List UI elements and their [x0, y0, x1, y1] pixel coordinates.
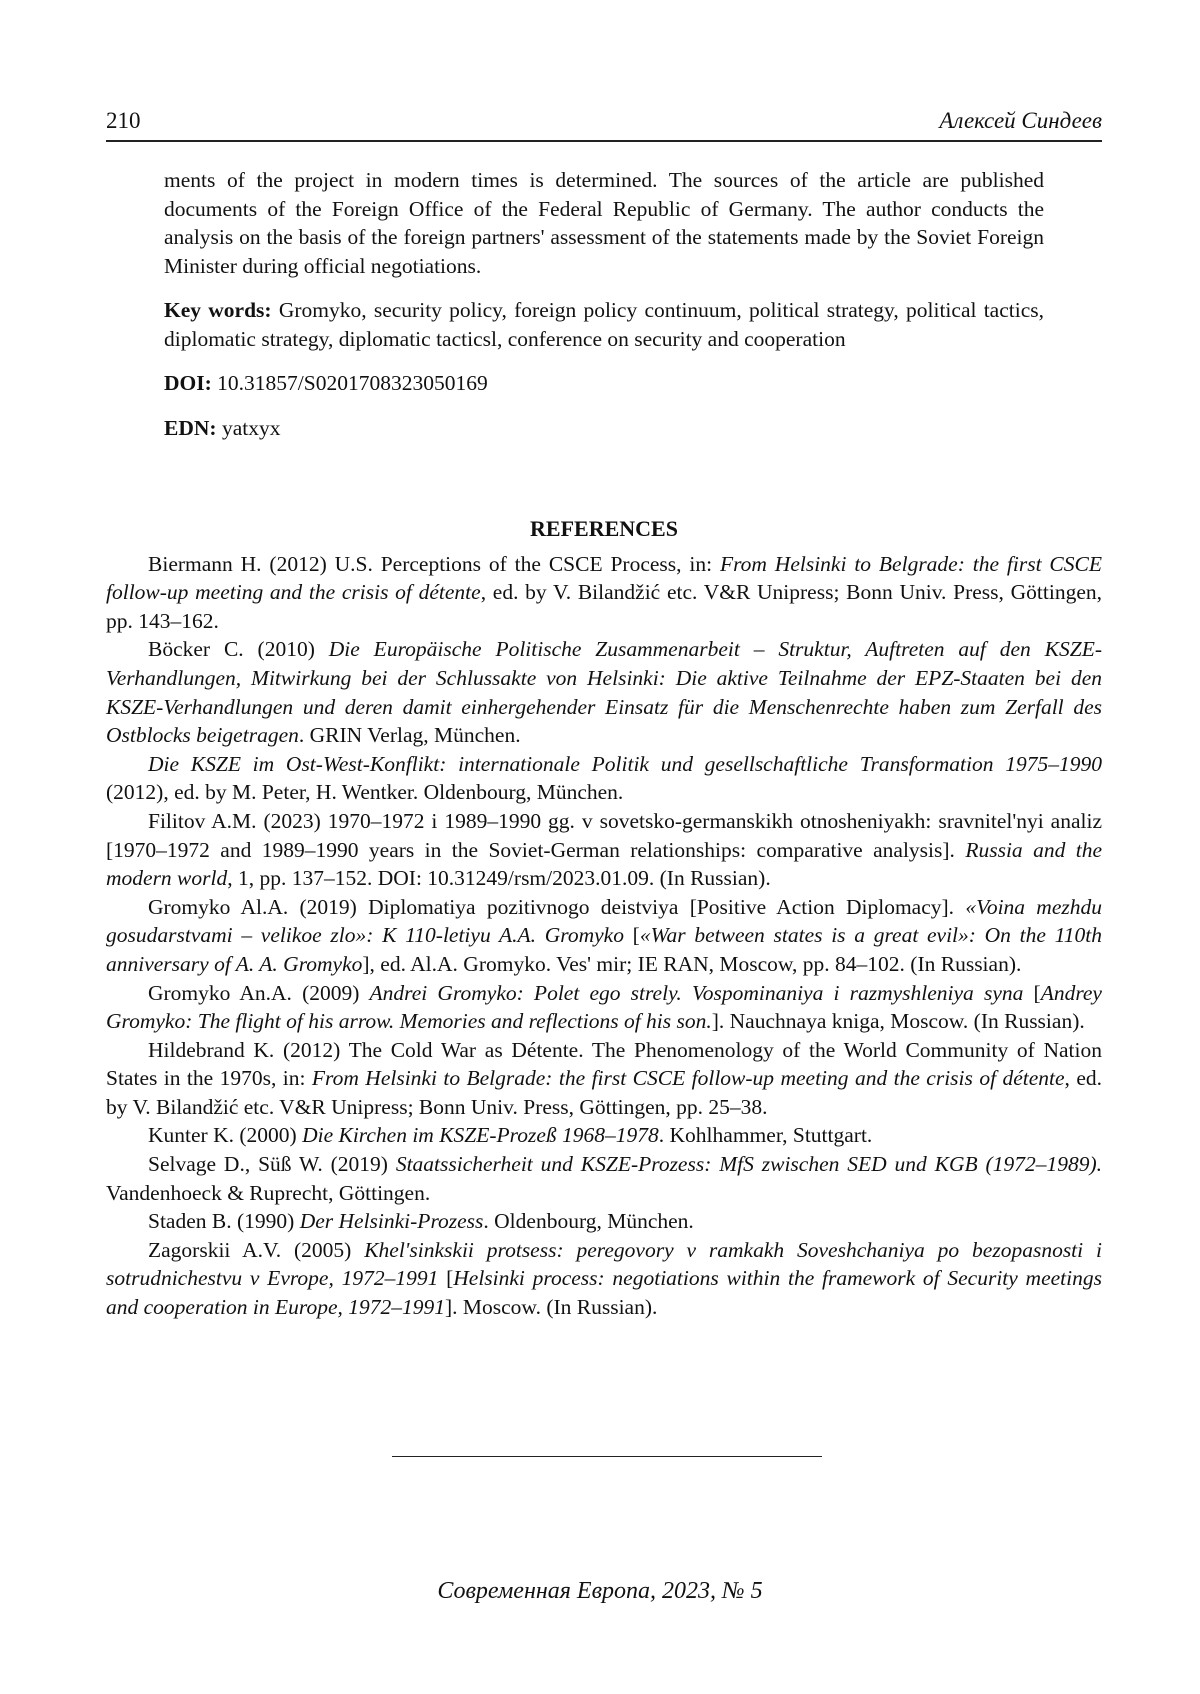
- running-header: [106, 104, 1102, 142]
- reference-item: Die KSZE im Ost-West-Konflikt: internationale Politik und gesellschaftliche Transformation 1975–1990 (2012), ed. by M. Peter, H. Wentker. Oldenbourg, München.: [106, 751, 1102, 805]
- reference-item: Selvage D., Süß W. (2019) Staatssicherheit und KSZE-Prozess: MfS zwischen SED und KGB (1972–1989). Vandenhoeck & Ruprecht, Göttingen.: [106, 1152, 1102, 1205]
- reference-item: Böcker C. (2010) Die Europäische Politische Zusammenarbeit – Struktur, Auftreten auf den KSZE-Verhandlungen, Mitwirkung bei der Schlussakte von Helsinki: Die aktive Teilnahme der EPZ-Staaten bei den KSZE-Verhandlungen und deren damit einhergehender Einsatz für die Menschenrechte haben zum Zerfall des Ostblocks beigetragen. GRIN Verlag, München.: [106, 637, 1102, 748]
- running-author: Алексей Синдеев: [939, 108, 1102, 133]
- separator-line: [392, 1456, 822, 1457]
- references-section: [106, 515, 1102, 1322]
- doi-value: 10.31857/S0201708323050169: [217, 371, 488, 395]
- page-number: 210: [106, 108, 141, 133]
- references-heading: REFERENCES: [530, 516, 678, 541]
- doi-label: DOI:: [164, 371, 212, 395]
- journal-footer: Современная Европа, 2023, № 5: [437, 1578, 763, 1604]
- doi: [164, 369, 1044, 398]
- edn-value: yatxyx: [221, 415, 281, 440]
- keywords-label: Key words:: [164, 298, 272, 322]
- reference-item: Filitov A.M. (2023) 1970–1972 i 1989–1990 gg. v sovetsko-germanskikh otnosheniyakh: sravnitel'nyi analiz [1970–1972 and 1989–1990 years in the Soviet-German relationships: comparative analysis]. Russia and the modern world, 1, pp. 137–152. DOI: 10.31249/rsm/2023.01.09. (In Russian).: [106, 808, 1102, 891]
- edn-label: EDN:: [164, 415, 217, 440]
- keywords-value: Gromyko, security policy, foreign policy continuum, political strategy, political tactics, diplomatic strategy, diplomatic tacticsl, conference on security and cooperation: [164, 298, 1044, 351]
- keywords: [164, 296, 1044, 353]
- edn: [164, 414, 1044, 443]
- reference-item: Staden B. (1990) Der Helsinki-Prozess. Oldenbourg, München.: [148, 1209, 694, 1234]
- abstract-text: ments of the project in modern times is determined. The sources of the article are published documents of the Foreign Office of the Federal Republic of Germany. The author conducts the analysis on the basis of the foreign partners' assessment of the statements made by the Soviet Foreign Minister during official negotiations.: [164, 168, 1044, 278]
- abstract-block: [164, 166, 1044, 458]
- reference-item: Gromyko Al.A. (2019) Diplomatiya pozitivnogo deistviya [Positive Action Diplomacy]. «Voina mezhdu gosudarstvami – velikoe zlo»: K 110-letiyu A.A. Gromyko [«War between states is a great evil»: On the 110th anniversary of A. A. Gromyko], ed. Al.A. Gromyko. Ves' mir; IE RAN, Moscow, pp. 84–102. (In Russian).: [106, 894, 1102, 976]
- reference-item: Hildebrand K. (2012) The Cold War as Détente. The Phenomenology of the World Community of Nation States in the 1970s, in: From Helsinki to Belgrade: the first CSCE follow-up meeting and the crisis of détente, ed. by V. Bilandžić etc. V&R Unipress; Bonn Univ. Press, Göttingen, pp. 25–38.: [106, 1037, 1102, 1119]
- reference-item: Zagorskii A.V. (2005) Khel'sinkskii protsess: peregovory v ramkakh Soveshchaniya po bezopasnosti i sotrudnichestvu v Evrope, 1972–1991 [Helsinki process: negotiations within the framework of Security meetings and cooperation in Europe, 1972–1991]. Moscow. (In Russian).: [106, 1237, 1102, 1320]
- reference-item: Gromyko An.A. (2009) Andrei Gromyko: Polet ego strely. Vospominaniya i razmyshleniya syna [Andrey Gromyko: The flight of his arrow. Memories and reflections of his son.]. Nauchnaya kniga, Moscow. (In Russian).: [106, 980, 1102, 1034]
- reference-item: Biermann H. (2012) U.S. Perceptions of the CSCE Process, in: From Helsinki to Belgrade: the first CSCE follow-up meeting and the crisis of détente, ed. by V. Bilandžić etc. V&R Unipress; Bonn Univ. Press, Göttingen, pp. 143–162.: [106, 551, 1102, 633]
- reference-item: Kunter K. (2000) Die Kirchen im KSZE-Prozeß 1968–1978. Kohlhammer, Stuttgart.: [148, 1123, 873, 1148]
